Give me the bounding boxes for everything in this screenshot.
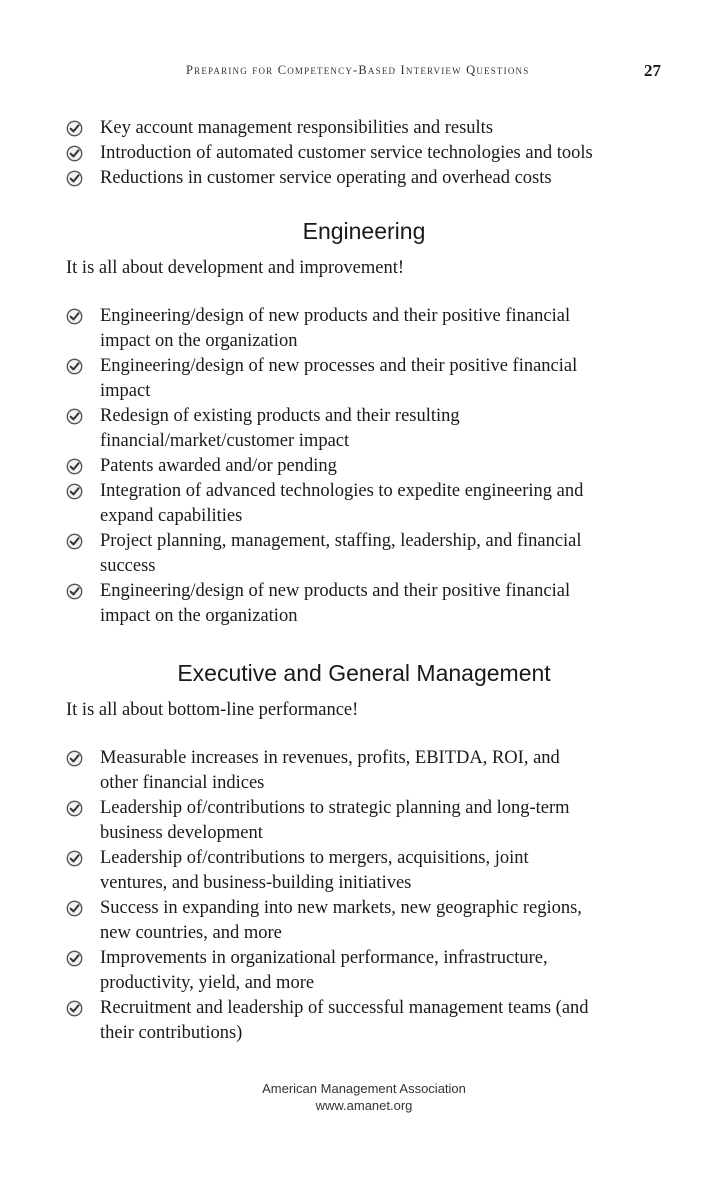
bullet-text-line: Key account management responsibilities and results <box>100 118 494 138</box>
checkmark-circle-icon <box>66 950 83 967</box>
bullet-item <box>66 579 666 629</box>
checkmark-circle-icon <box>66 850 83 867</box>
bullet-text-line: Reductions in customer service operating and overhead costs <box>100 168 552 188</box>
bullet-text-line: impact <box>100 381 151 401</box>
bullet-text-line: productivity, yield, and more <box>100 973 315 993</box>
checkmark-circle-icon <box>66 120 83 137</box>
bullet-item <box>66 454 666 479</box>
footer-publisher: American Management Association <box>262 1081 466 1096</box>
bullet-item <box>66 529 666 579</box>
page-number: 27 <box>644 61 661 80</box>
checkmark-circle-icon <box>66 358 83 375</box>
bullet-text-line: Redesign of existing products and their resulting <box>100 406 460 426</box>
bullet-text-line: Engineering/design of new products and their positive financial <box>100 306 571 326</box>
bullet-text-line: Improvements in organizational performance, infrastructure, <box>100 948 548 968</box>
top-bullet-list <box>66 116 666 191</box>
checkmark-circle-icon <box>66 750 83 767</box>
checkmark-circle-icon <box>66 1000 83 1017</box>
footer <box>0 1080 728 1114</box>
checkmark-circle-icon <box>66 145 83 162</box>
checkmark-circle-icon <box>66 483 83 500</box>
engineering-bullet-list <box>66 304 666 629</box>
bullet-item <box>66 116 666 141</box>
bullet-item <box>66 946 666 996</box>
bullet-text-line: ventures, and business-building initiatives <box>100 873 412 893</box>
bullet-item <box>66 166 666 191</box>
section-intro-engineering: It is all about development and improvement! <box>66 258 405 278</box>
checkmark-circle-icon <box>66 583 83 600</box>
checkmark-circle-icon <box>66 900 83 917</box>
bullet-text-line: Introduction of automated customer service technologies and tools <box>100 143 593 163</box>
bullet-text-line: Recruitment and leadership of successful management teams (and <box>100 998 589 1018</box>
bullet-text-line: Leadership of/contributions to mergers, acquisitions, joint <box>100 848 529 868</box>
bullet-text-line: new countries, and more <box>100 923 282 943</box>
bullet-text-line: impact on the organization <box>100 331 298 351</box>
executive-bullet-list <box>66 746 666 1046</box>
bullet-item <box>66 846 666 896</box>
checkmark-circle-icon <box>66 408 83 425</box>
bullet-text-line: Measurable increases in revenues, profits, EBITDA, ROI, and <box>100 748 560 768</box>
bullet-text-line: Leadership of/contributions to strategic planning and long-term <box>100 798 570 818</box>
checkmark-circle-icon <box>66 533 83 550</box>
bullet-text-line: their contributions) <box>100 1023 243 1043</box>
running-header <box>0 63 728 83</box>
bullet-text-line: expand capabilities <box>100 506 243 526</box>
bullet-text-line: Integration of advanced technologies to expedite engineering and <box>100 481 584 501</box>
bullet-item <box>66 304 666 354</box>
bullet-item <box>66 354 666 404</box>
section-title-executive: Executive and General Management <box>177 660 551 686</box>
bullet-item <box>66 996 666 1046</box>
bullet-item <box>66 404 666 454</box>
bullet-item <box>66 896 666 946</box>
running-title: Preparing for Competency-Based Interview Questions <box>186 63 530 77</box>
bullet-item <box>66 796 666 846</box>
checkmark-circle-icon <box>66 170 83 187</box>
bullet-text-line: other financial indices <box>100 773 265 793</box>
bullet-text-line: Patents awarded and/or pending <box>100 456 337 476</box>
bullet-item <box>66 141 666 166</box>
bullet-text-line: success <box>100 556 156 576</box>
section-intro-executive: It is all about bottom-line performance! <box>66 700 359 720</box>
checkmark-circle-icon <box>66 800 83 817</box>
bullet-text-line: Success in expanding into new markets, new geographic regions, <box>100 898 582 918</box>
bullet-text-line: financial/market/customer impact <box>100 431 350 451</box>
bullet-text-line: Project planning, management, staffing, leadership, and financial <box>100 531 582 551</box>
bullet-item <box>66 746 666 796</box>
checkmark-circle-icon <box>66 308 83 325</box>
bullet-text-line: Engineering/design of new products and their positive financial <box>100 581 571 601</box>
bullet-text-line: Engineering/design of new processes and their positive financial <box>100 356 578 376</box>
bullet-item <box>66 479 666 529</box>
checkmark-circle-icon <box>66 458 83 475</box>
section-title-engineering: Engineering <box>302 218 426 244</box>
bullet-text-line: business development <box>100 823 263 843</box>
bullet-text-line: impact on the organization <box>100 606 298 626</box>
footer-url: www.amanet.org <box>315 1098 413 1113</box>
